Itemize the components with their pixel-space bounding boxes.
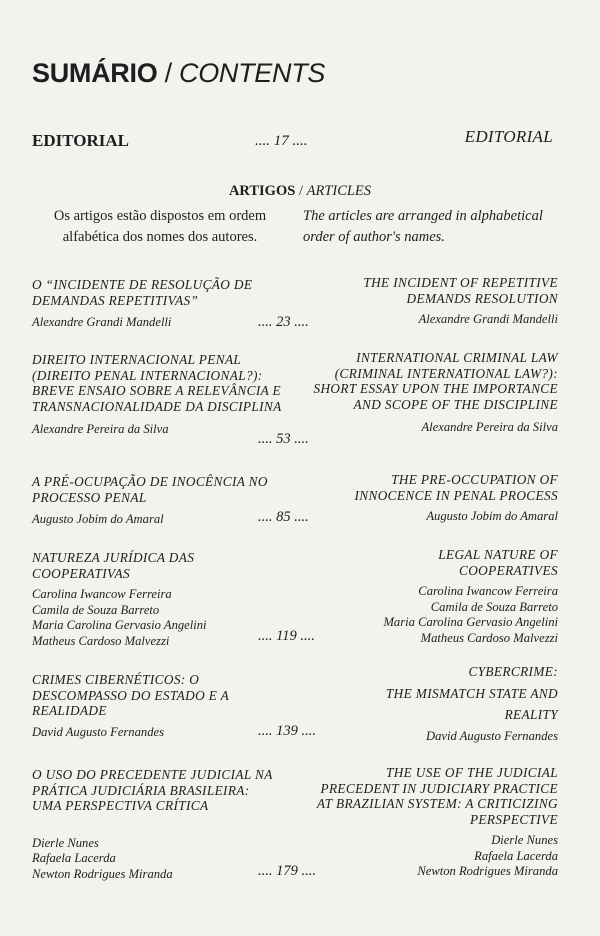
article-3-page: .... 85 .... — [258, 509, 309, 525]
article-3-en — [313, 472, 558, 525]
articles-heading — [0, 183, 600, 200]
article-2-page: .... 53 .... — [258, 431, 309, 447]
article-title-en: INTERNATIONAL CRIMINAL LAW (CRIMINAL INTERNATIONAL LAW?): SHORT ESSAY UPON THE IMPORTANCE AND SCOPE OF THE DISCIPLINE — [313, 350, 558, 412]
article-5-en — [313, 664, 558, 744]
article-6-page: .... 179 .... — [258, 863, 316, 879]
article-title-en-line: THE MISMATCH STATE AND — [385, 685, 558, 701]
article-author: Matheus Cardoso Malvezzi — [420, 630, 558, 645]
editorial-label-pt: EDITORIAL — [32, 131, 129, 150]
article-5-page: .... 139 .... — [258, 723, 316, 739]
articles-note-pt: Os artigos estão dispostos em ordem alfabética dos nomes dos autores. — [53, 208, 267, 245]
article-1-page: .... 23 .... — [258, 314, 309, 330]
article-author: Rafaela Lacerda — [32, 851, 116, 865]
article-4-en — [313, 547, 558, 646]
article-title-en: LEGAL NATURE OF COOPERATIVES — [438, 547, 558, 578]
article-title-en: THE USE OF THE JUDICIAL PRECEDENT IN JUDICIARY PRACTICE AT BRAZILIAN SYSTEM: A CRITICIZING PERSPECTIVE — [316, 765, 558, 827]
article-title-pt: O “INCIDENTE DE RESOLUÇÃO DE DEMANDAS REPETITIVAS” — [32, 277, 253, 308]
title-separator: / — [157, 58, 180, 88]
title-en: CONTENTS — [179, 58, 326, 88]
page-title — [32, 58, 325, 89]
article-author: Carolina Iwancow Ferreira — [32, 587, 172, 601]
article-3-pt — [32, 474, 282, 528]
article-title-en-line: REALITY — [504, 707, 558, 722]
article-6-pt — [32, 767, 282, 882]
article-author: Carolina Iwancow Ferreira — [418, 584, 558, 598]
article-author: Dierle Nunes — [491, 833, 558, 847]
article-author: Augusto Jobim do Amaral — [32, 512, 164, 526]
article-author: Rafaela Lacerda — [474, 848, 558, 863]
articles-heading-en: ARTICLES — [306, 183, 372, 199]
article-author: Dierle Nunes — [32, 835, 99, 850]
article-author: David Augusto Fernandes — [32, 724, 164, 739]
editorial-page-number: .... 17 .... — [255, 133, 308, 149]
article-author: Camila de Souza Barreto — [430, 599, 558, 614]
article-author: Newton Rodrigues Miranda — [417, 864, 558, 878]
article-author: Alexandre Grandi Mandelli — [32, 315, 172, 329]
article-1-pt — [32, 277, 282, 331]
article-author: Newton Rodrigues Miranda — [32, 866, 173, 881]
article-4-pt — [32, 550, 282, 649]
article-author: Camila de Souza Barreto — [32, 602, 160, 617]
article-author: Augusto Jobim do Amaral — [426, 509, 558, 523]
article-title-pt: O USO DO PRECEDENTE JUDICIAL NA PRÁTICA JUDICIÁRIA BRASILEIRA: UMA PERSPECTIVA CRÍTICA — [32, 767, 273, 813]
title-pt: SUMÁRIO — [32, 58, 158, 88]
articles-heading-pt: ARTIGOS — [228, 183, 296, 199]
article-title-en: THE PRE-OCCUPATION OF INNOCENCE IN PENAL PROCESS — [354, 472, 558, 503]
article-author: Maria Carolina Gervasio Angelini — [32, 618, 207, 632]
article-title-pt: CRIMES CIBERNÉTICOS: O DESCOMPASSO DO ESTADO E A REALIDADE — [32, 672, 229, 718]
article-author: Alexandre Grandi Mandelli — [418, 312, 558, 326]
article-1-en — [313, 275, 558, 328]
article-5-pt — [32, 672, 282, 740]
article-author: Alexandre Pereira da Silva — [32, 422, 169, 436]
articles-note-en: The articles are arranged in alphabetical order of author's names. — [303, 208, 543, 245]
article-title-en-line: CYBERCRIME: — [468, 664, 558, 679]
article-author: David Augusto Fernandes — [426, 728, 558, 743]
articles-heading-separator: / — [295, 183, 307, 199]
article-title-pt: A PRÉ-OCUPAÇÃO DE INOCÊNCIA NO PROCESSO PENAL — [32, 474, 268, 505]
article-title-en: THE INCIDENT OF REPETITIVE DEMANDS RESOLUTION — [363, 275, 558, 306]
article-author: Matheus Cardoso Malvezzi — [32, 633, 170, 648]
article-2-pt — [32, 352, 282, 438]
article-title-pt: NATUREZA JURÍDICA DAS COOPERATIVAS — [32, 550, 195, 581]
article-2-en — [313, 350, 558, 436]
article-title-pt: DIREITO INTERNACIONAL PENAL (DIREITO PENAL INTERNACIONAL?): BREVE ENSAIO SOBRE A RELEVÂNCIA E TRANSNACIONALIDADE DA DISCIPLINA — [32, 352, 282, 414]
article-author: Maria Carolina Gervasio Angelini — [383, 615, 558, 629]
article-author: Alexandre Pereira da Silva — [421, 420, 558, 434]
article-4-page: .... 119 .... — [258, 628, 315, 644]
article-6-en — [313, 765, 558, 880]
editorial-label-en: EDITORIAL — [464, 127, 553, 146]
